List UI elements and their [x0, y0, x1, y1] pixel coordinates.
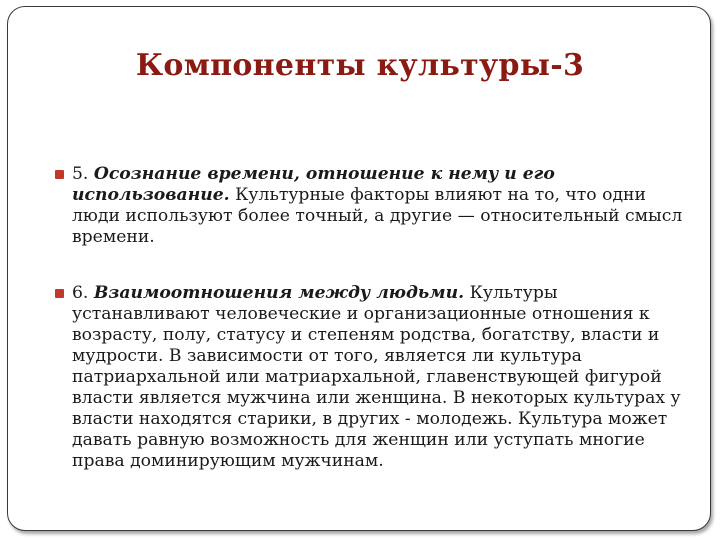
bullet-item-time	[55, 164, 695, 248]
bullet-number: 5.	[72, 164, 89, 184]
bullet-lead: Взаимоотношения между людьми.	[93, 283, 465, 303]
bullet-item-relations	[55, 283, 695, 472]
bullet-marker-icon	[55, 289, 64, 298]
bullet-text	[55, 283, 695, 472]
bullet-marker-icon	[55, 170, 64, 179]
slide-title: Компоненты культуры-3	[135, 48, 585, 83]
bullet-text	[55, 164, 695, 248]
bullet-body: Культуры устанавливают человеческие и организационные отношения к возрасту, полу, статусу и степеням родства, богатству, власти и мудрости. В зависимости от того, является ли культура патриархальной или матриархальной, главенствующей фигурой власти является мужчина или женщина. В некоторых культурах у власти находятся старики, в других - молодежь. Культура может давать равную возможность для женщин или уступать многие права доминирующим мужчинам.	[72, 283, 681, 471]
bullet-lead: Осознание времени, отношение к нему и его использование.	[72, 164, 555, 205]
bullet-body: Культурные факторы влияют на то, что одни люди используют более точный, а другие — относительный смысл времени.	[72, 185, 683, 247]
bullet-number: 6.	[72, 283, 89, 303]
